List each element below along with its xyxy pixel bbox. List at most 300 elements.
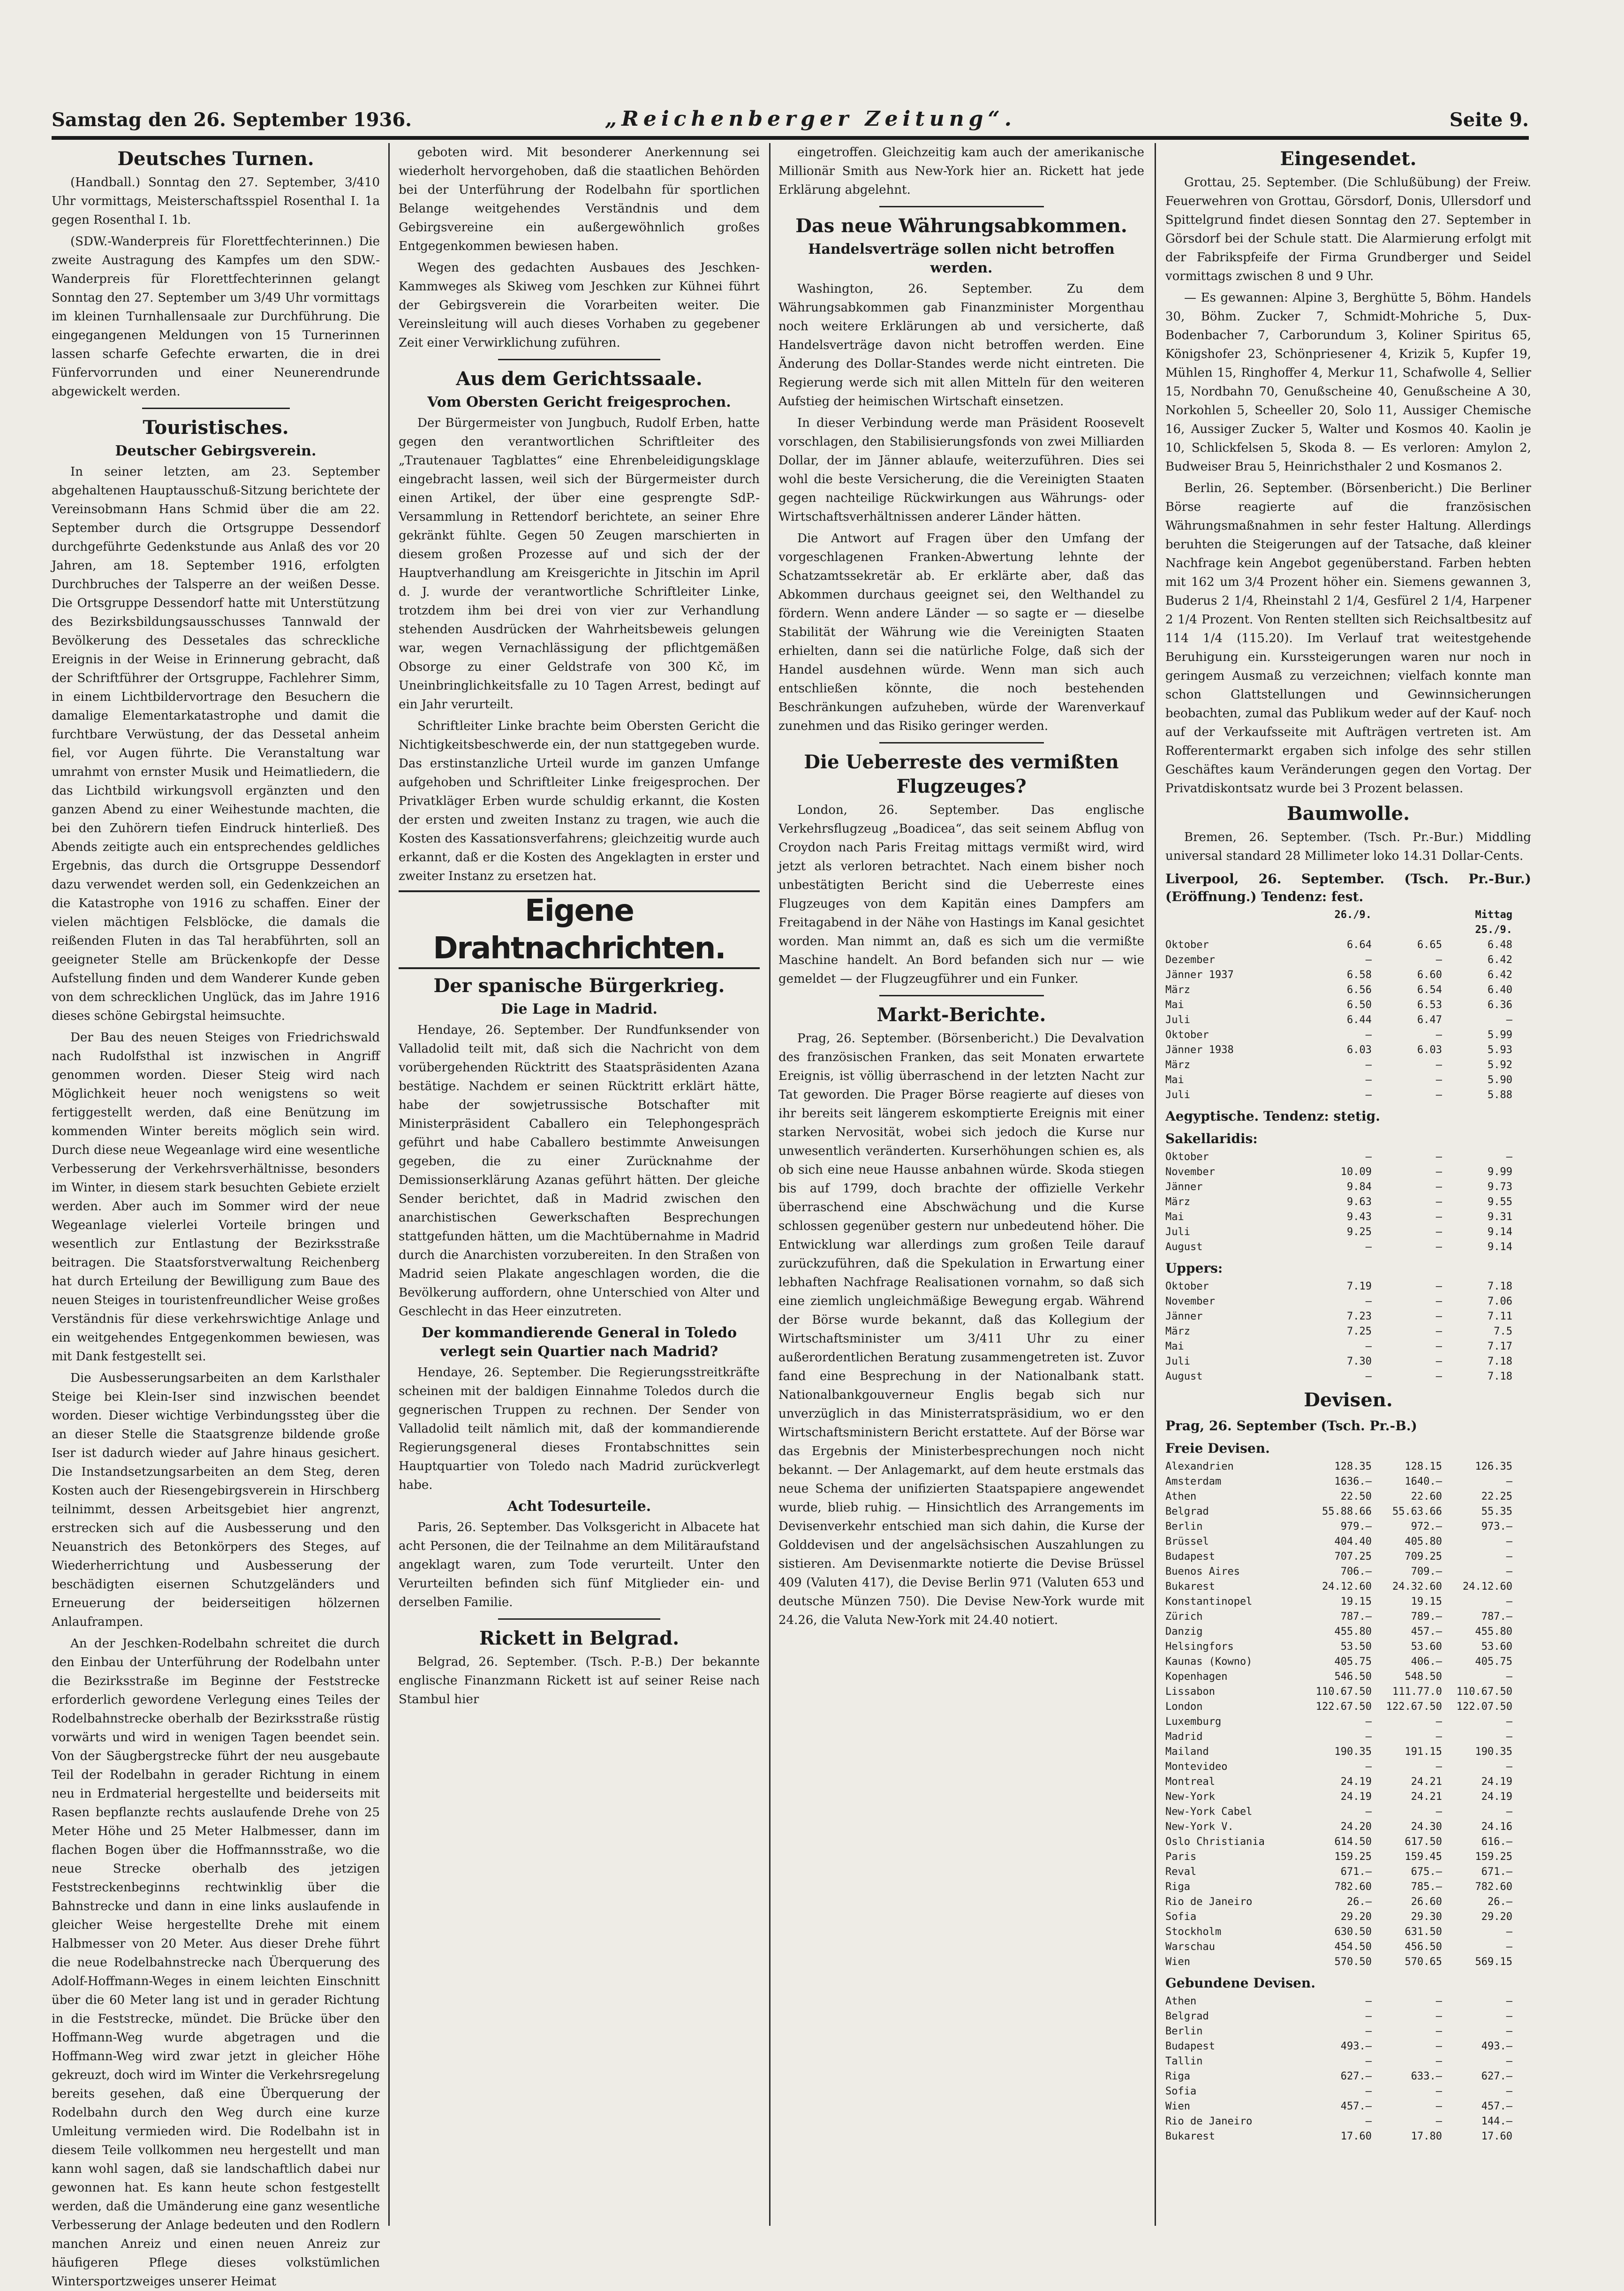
table-cell: 159.25	[1475, 1851, 1512, 1863]
section-rule	[879, 206, 1044, 207]
table-cell: 972.—	[1411, 1521, 1442, 1532]
table-cell: 454.50	[1334, 1941, 1372, 1953]
table-cell: Mai	[1165, 1211, 1184, 1223]
table-cell: —	[1506, 1731, 1512, 1743]
table-cell: —	[1365, 1089, 1372, 1101]
table-row	[1165, 1564, 1531, 1579]
table-cell: 457.—	[1481, 2101, 1512, 2112]
table-row	[1165, 1180, 1531, 1195]
table-cell: Mailand	[1165, 1746, 1209, 1758]
table-cell: —	[1435, 1326, 1442, 1337]
table-row	[1165, 1940, 1531, 1955]
table-cell: 979.—	[1340, 1521, 1372, 1532]
table-cell: März	[1165, 1196, 1190, 1208]
table-row	[1165, 1639, 1531, 1654]
table-row	[1165, 1210, 1531, 1225]
table-cell: —	[1435, 1074, 1442, 1086]
table-cell: Mittag 25./9.	[1475, 909, 1512, 936]
table-cell: 6.40	[1488, 984, 1512, 996]
table-cell: 455.80	[1334, 1626, 1372, 1638]
table-cell: 22.25	[1481, 1491, 1512, 1502]
article-paragraph: Der Bau des neuen Steiges von Friedrichswald nach Rudolfsthal ist inzwischen in Angriff genommen worden. Dieser Steig wird nach Möglichkeit heuer noch wenigstens so weit fertiggestellt werden, daß eine Benützung im kommenden Winter bereits möglich sein wird. Durch diese neue Wegeanlage wird eine wesentliche Verbesserung der Verkehrsverhältnisse, besonders im Winter, in diesem stark besuchten Gebiete erzielt werden. Aber auch im Sommer wird der neue Wegeanlage vielerlei Vorteile bringen und wesentlich zur Entlastung der Bezirksstraße beitragen. Die Staatsforstverwaltung Reichenberg hat durch Erteilung der Bewilligung zum Baue des neuen Steiges in touristenfreundlicher Weise großes Verständnis für diese verkehrswichtige Anlage und ein weitgehendes Entgegenkommen bewiesen, was mit Dank festgestellt sei.	[52, 1031, 380, 1364]
table-cell: Brüssel	[1165, 1536, 1209, 1548]
sakel-heading: Sakellaridis:	[1165, 1131, 1258, 1146]
table-cell: 1640.—	[1405, 1476, 1442, 1487]
table-row	[1165, 1165, 1531, 1180]
table-cell: März	[1165, 984, 1190, 996]
table-cell: —	[1435, 1806, 1442, 1818]
table-cell: 6.56	[1347, 984, 1372, 996]
table-cell: Athen	[1165, 1995, 1197, 2007]
turnen-paragraph: (Handball.) Sonntag den 27. September, 3/410 Uhr vormittags, Meisterschaftsspiel Rosenthal I. 1a gegen Rosenthal I. 1b.	[52, 175, 380, 227]
table-cell: 29.30	[1411, 1911, 1442, 1923]
table-row	[1165, 1279, 1531, 1294]
table-cell: Warschau	[1165, 1941, 1215, 1953]
table-cell: —	[1435, 1059, 1442, 1071]
upper-table	[1165, 1279, 1531, 1384]
table-cell: 144.—	[1481, 2116, 1512, 2127]
table-cell: —	[1365, 1029, 1372, 1041]
section-rule	[879, 995, 1044, 996]
table-cell: 191.15	[1405, 1746, 1442, 1758]
table-cell: 128.15	[1405, 1461, 1442, 1472]
table-cell: 6.48	[1488, 939, 1512, 951]
table-cell: —	[1435, 954, 1442, 966]
eingesendet-heading: Eingesendet.	[1280, 148, 1417, 170]
table-cell: —	[1365, 1341, 1372, 1352]
table-cell: 6.53	[1417, 999, 1442, 1011]
table-cell: März	[1165, 1059, 1190, 1071]
table-cell: 111.77.0	[1392, 1686, 1442, 1698]
table-cell: Rio de Janeiro	[1165, 2116, 1253, 2127]
table-cell: 787.—	[1481, 1611, 1512, 1623]
table-row	[1165, 1850, 1531, 1865]
table-cell: 7.11	[1488, 1311, 1512, 1322]
table-cell: —	[1506, 1941, 1512, 1953]
table-cell: 5.88	[1488, 1089, 1512, 1101]
table-cell: 7.30	[1347, 1356, 1372, 1367]
table-cell: —	[1435, 1166, 1442, 1178]
table-row	[1165, 1925, 1531, 1940]
table-cell: 7.5	[1494, 1326, 1512, 1337]
table-row	[1165, 968, 1531, 983]
table-cell: 6.42	[1488, 969, 1512, 981]
table-cell: Oktober	[1165, 1029, 1209, 1041]
table-cell	[1165, 908, 1301, 938]
table-cell: Mai	[1165, 1074, 1184, 1086]
table-cell: 159.45	[1405, 1851, 1442, 1863]
table-cell: —	[1365, 954, 1372, 966]
table-cell: Riga	[1165, 2071, 1190, 2082]
table-cell: 22.60	[1411, 1491, 1442, 1502]
table-cell: 6.64	[1347, 939, 1372, 951]
table-cell: Lissabon	[1165, 1686, 1215, 1698]
table-cell: —	[1435, 1089, 1442, 1101]
table-cell: 457.—	[1411, 1626, 1442, 1638]
table-cell: Jänner 1937	[1165, 969, 1234, 981]
table-cell: 671.—	[1340, 1866, 1372, 1878]
table-cell: 709.25	[1405, 1551, 1442, 1563]
table-row	[1165, 1195, 1531, 1210]
table-cell: 630.50	[1334, 1926, 1372, 1938]
article-paragraph: Der Bürgermeister von Jungbuch, Rudolf Erben, hatte gegen den verantwortlichen Schriftleiter des „Trautenauer Tagblattes“ eine Ehrenbeleidigungsklage eingebracht lassen, weil sich der Bürgermeister durch einen Artikel, der über eine gesprengte SdP.-Versammlung in Rettendorf berichtete, an seiner Ehre gekränkt fühlte. Gegen 50 Zeugen marschierten in diesem großen Prozesse auf und sich der der Hauptverhandlung am Kreisgerichte in Jitschin im April d. J. wurde der verantwortliche Schriftleiter Linke, trotzdem ihm bei drei von vier zur Verhandlung stehenden Ausdrücken der Wahrheitsbeweis gelungen war, wegen Vernachlässigung der pflichtgemäßen Obsorge zu einer Geldstrafe von 300 Kč, im Uneinbringlichkeitsfalle zu 10 Tagen Arrest, bedingt auf ein Jahr verurteilt.	[399, 416, 760, 712]
table-row	[1165, 1309, 1531, 1324]
article-paragraph: Wegen des gedachten Ausbaues des Jeschken-Kammweges als Skiweg vom Jeschken zur Kühnei führt der Gebirgsverein die Vorarbeiten weiter. Die Vereinsleitung will auch dieses Vorhaben zu gegebener Zeit einer Verwirklichung zuführen.	[399, 261, 760, 350]
section-rule	[879, 742, 1044, 743]
liverpool-table	[1165, 908, 1531, 1103]
table-cell: 9.84	[1347, 1181, 1372, 1193]
table-row	[1165, 1790, 1531, 1805]
table-cell: 110.67.50	[1456, 1686, 1512, 1698]
table-cell: 406.—	[1411, 1656, 1442, 1668]
table-cell: 405.75	[1475, 1656, 1512, 1668]
table-cell: 9.55	[1488, 1196, 1512, 1208]
table-cell: —	[1435, 1296, 1442, 1307]
table-cell: 55.35	[1481, 1506, 1512, 1517]
table-cell: —	[1435, 2101, 1442, 2112]
table-cell: Alexandrien	[1165, 1461, 1234, 1472]
table-cell: Budapest	[1165, 1551, 1215, 1563]
table-cell: —	[1506, 2025, 1512, 2037]
column-3	[778, 143, 1144, 2226]
table-cell: 5.99	[1488, 1029, 1512, 1041]
table-cell: 7.18	[1488, 1371, 1512, 1382]
table-cell: 24.19	[1481, 1791, 1512, 1803]
table-cell: Kopenhagen	[1165, 1671, 1228, 1683]
table-cell: New-York	[1165, 1791, 1215, 1803]
table-cell: 24.20	[1340, 1821, 1372, 1833]
table-cell: Montreal	[1165, 1776, 1215, 1788]
table-cell: —	[1435, 1356, 1442, 1367]
table-cell: Riga	[1165, 1881, 1190, 1893]
table-cell: Belgrad	[1165, 2010, 1209, 2022]
table-cell: 6.47	[1417, 1014, 1442, 1026]
table-cell: —	[1365, 1074, 1372, 1086]
table-cell: —	[1506, 1926, 1512, 1938]
table-cell: 9.99	[1488, 1166, 1512, 1178]
table-row	[1165, 1474, 1531, 1489]
table-cell: 24.12.60	[1322, 1581, 1372, 1593]
table-cell: 493.—	[1340, 2041, 1372, 2052]
table-cell: 17.60	[1340, 2131, 1372, 2142]
table-cell: —	[1435, 1029, 1442, 1041]
table-cell: —	[1365, 2010, 1372, 2022]
table-cell: 24.19	[1481, 1776, 1512, 1788]
turnen-paragraph: (SDW.-Wanderpreis für Florettfechterinnen.) Die zweite Austragung des Kampfes um den SDW.-Wanderpreis für Florettfechterinnen gelangt Sonntag den 27. September um 3/49 Uhr vormittags im kleinen Turnhallensaale zur Durchführung. Die eingegangenen Meldungen von 15 Turnerinnen lassen scharfe Gefechte erwarten, die in drei Fünfervorrunden und einer Neunerendrunde abgewickelt werden.	[52, 235, 380, 399]
column-4	[1165, 143, 1531, 2226]
table-cell: —	[1365, 1731, 1372, 1743]
table-row	[1165, 1073, 1531, 1088]
table-cell: August	[1165, 1241, 1203, 1253]
table-cell: 675.—	[1411, 1866, 1442, 1878]
table-cell: 671.—	[1481, 1866, 1512, 1878]
table-cell: —	[1365, 1716, 1372, 1728]
table-cell: 9.14	[1488, 1241, 1512, 1253]
table-cell: —	[1435, 1995, 1442, 2007]
table-cell: 122.67.50	[1386, 1701, 1442, 1713]
table-row	[1165, 1880, 1531, 1895]
table-row	[1165, 1835, 1531, 1850]
table-cell: —	[1506, 1476, 1512, 1487]
article-paragraph: Paris, 26. September. Das Volksgericht in Albacete hat acht Personen, die der Teilnahme an dem Militäraufstand angeklagt waren, zum Tode verurteilt. Unter den Verurteilten befinden sich fünf Mitglieder ein- und derselben Familie.	[399, 1520, 760, 1609]
table-cell: 627.—	[1481, 2071, 1512, 2082]
table-cell: —	[1435, 1371, 1442, 1382]
table-cell: —	[1365, 1059, 1372, 1071]
table-cell: 17.80	[1411, 2131, 1442, 2142]
table-cell: 24.16	[1481, 1821, 1512, 1833]
table-row	[1165, 953, 1531, 968]
table-cell: Oslo Christiania	[1165, 1836, 1265, 1848]
table-cell: —	[1365, 1371, 1372, 1382]
table-cell: 789.—	[1411, 1611, 1442, 1623]
table-row	[1165, 1043, 1531, 1058]
table-cell: 6.58	[1347, 969, 1372, 981]
article-paragraph: Grottau, 25. September. (Die Schlußübung) der Freiw. Feuerwehren von Grottau, Görsdorf, Donis, Ullersdorf und Spittelgrund findet diesen Sonntag den 27. September in Görsdorf bei der Schule statt. Die Alarmierung erfolgt mit der Fabrikspfeife der Firma Grundberger und Seidel vormittags zwischen 8 und 9 Uhr.	[1165, 175, 1531, 283]
table-cell: —	[1365, 1296, 1372, 1307]
table-cell: —	[1435, 1731, 1442, 1743]
devisen-table	[1165, 1459, 1531, 1970]
table-cell: Mai	[1165, 1341, 1184, 1352]
article-paragraph: An der Jeschken-Rodelbahn schreitet die durch den Einbau der Unterführung der Rodelbahn unter die Bezirksstraße im Beginne der Feststrecke erforderlich gewordene Verlegung eines Teiles der Rodelbahnstrecke oberhalb der Bezirksstraße rüstig vorwärts und wird in wenigen Tagen beendet sein. Von der Säugbergstrecke führt der neu ausgebaute Teil der Rodelbahn in gerader Richtung in einem neu in Erdmaterial hergestellte und beiderseits mit Rasen bepflanzte rechts auslaufende Drehe von 25 Meter Höhe und 25 Meter Halbmesser, dann im flachen Bogen über die Hoffmannsstraße, wo die neue Strecke oberhalb des jetzigen Feststreckenbeginns rechtwinklig über die Bahnstrecke und dann in eine links auslaufende in gleicher Weise hergestellte Drehe mit einem Halbmesser von 20 Meter. Aus dieser Drehe führt die neue Rodelbahnstrecke nach Überquerung des Adolf-Hoffmann-Weges in einem leichten Einschnitt über die 60 Meter lang ist und in gerader Richtung in die Feststrecke, mündet. Die Brücke über den Hoffmann-Weg wurde abgetragen und die Hoffmann-Weg wird zwar jetzt in gleicher Höhe gekreuzt, doch wird im Winter die Verkehrsregelung bereits gesehen, daß eine Überquerung der Rodelbahn durch den Weg durch eine kurze Umleitung vermieden wird. Die Rodelbahn ist in diesem Teile vollkommen neu hergestellt und man kann wohl sagen, daß sie landschaftlich dabei nur gewonnen hat. Es kann heute schon festgestellt werden, daß die Umänderung eine ganz wesentliche Verbesserung der Anlage bedeuten und den Rodlern manchen Anreiz und einen neuen Anreiz zur häufigeren Pflege dieses volkstümlichen Wintersportzweiges unserer Heimat	[52, 1637, 380, 2289]
waehrung-subheading: Handelsverträge sollen nicht betroffen werden.	[808, 241, 1115, 276]
table-cell: 6.65	[1417, 939, 1442, 951]
table-cell: 9.31	[1488, 1211, 1512, 1223]
article-paragraph: Hendaye, 26. September. Der Rundfunksender von Valladolid teilt mit, daß sich die Nachricht von dem vorübergehenden Rücktritt des Staatspräsidenten Azana bestätige. Nachdem er seinen Rücktritt erklärt hätte, habe der sowjetrussische Botschafter mit Ministerpräsident Caballero ein Telephongespräch geführt und habe Caballero bestimmte Anweisungen gegeben, die zu einer Zurücknahme der Demissionserklärung Azanas geführt hätten. Der gleiche Sender berichtet, daß in Madrid zwischen den anarchistischen Gewerkschaften Besprechungen stattgefunden hätten, um die Machtübernahme in Madrid durch die Anarchisten vorzubereiten. In den Straßen von Madrid seien Plakate angeschlagen worden, die die Bevölkerung auffordern, ohne Unterschied von Alter und Geschlecht in das Heer einzutreten.	[399, 1023, 760, 1319]
table-cell: 53.50	[1340, 1641, 1372, 1653]
table-cell: Montevideo	[1165, 1761, 1228, 1773]
table-cell: —	[1435, 2116, 1442, 2127]
drahtnachrichten-heading: Eigene Drahtnachrichten.	[399, 890, 760, 969]
table-cell: 9.14	[1488, 1226, 1512, 1238]
table-cell: 6.42	[1488, 954, 1512, 966]
table-cell: 29.20	[1340, 1911, 1372, 1923]
table-row	[1165, 1519, 1531, 1534]
table-cell: —	[1365, 1151, 1372, 1163]
table-cell: —	[1435, 1226, 1442, 1238]
table-cell: 6.50	[1347, 999, 1372, 1011]
madrid-subheading: Die Lage in Madrid.	[501, 1001, 657, 1017]
table-cell: 6.03	[1417, 1044, 1442, 1056]
table-row	[1165, 1684, 1531, 1699]
table-cell: 19.15	[1340, 1596, 1372, 1608]
table-row	[1165, 1225, 1531, 1240]
table-row	[1165, 908, 1531, 938]
section-rule	[142, 408, 290, 409]
table-row	[1165, 2114, 1531, 2129]
table-row	[1165, 1624, 1531, 1639]
article-paragraph: Die Antwort auf Fragen über den Umfang der vorgeschlagenen Franken-Abwertung lehnte der Schatzamtssekretär ab. Er erklärte aber, daß das Abkommen durchaus geeignet sei, den Welthandel zu fördern. Wenn andere Länder — so sagte er — dieselbe Stabilität der Währung wie die Vereinigten Staaten erhielten, dann sei die natürliche Folge, daß sich der Handel ausdehnen würde. Wenn man sich auch entschließen könnte, die noch bestehenden Beschränkungen aufzuheben, würde der Warenverkauf zunehmen und das Risiko geringer werden.	[778, 531, 1144, 733]
table-cell: März	[1165, 1326, 1190, 1337]
table-cell: 6.54	[1417, 984, 1442, 996]
liverpool-heading: Liverpool, 26. September. (Tsch. Pr.-Bur.) (Eröffnung.) Tendenz: fest.	[1165, 871, 1531, 904]
table-row	[1165, 1760, 1531, 1775]
table-cell: 7.25	[1347, 1326, 1372, 1337]
table-cell: —	[1506, 1014, 1512, 1026]
table-row	[1165, 2129, 1531, 2144]
table-row	[1165, 2039, 1531, 2054]
article-paragraph: Prag, 26. September. (Börsenbericht.) Die Devalvation des französischen Franken, das seit Monaten erwartete Ereignis, ist völlig überraschend in der letzten Nacht zur Tat geworden. Die Prager Börse reagierte auf dieses von ihr bereits seit längerem eskomptierte Ereignis mit einer starken Nervosität, wobei sich jedoch die Kurse nur unwesentlich veränderten. Kurserhöhungen schien es, als ob sich eine neue Hausse anbahnen würde. Skoda stiegen bis auf 1799, doch brachte der offizielle Verkehr überraschend eine Abschwächung und die Kurse schlossen gegenüber gestern nur unbedeutend höher. Die Entwicklung war allerdings zum großen Teile darauf zurückzuführen, daß die Spekulation in Erwartung einer lebhaften Nachfrage Realisationen vornahm, so daß sich eine ziemlich ungleichmäßige Bewegung ergab. Während der Börse wurde bekannt, daß das Kollegium der Wirtschaftsminister um 3/411 Uhr zu einer außerordentlichen Beratung zusammengetreten ist. Zuvor fand eine Besprechung in der Nationalbank statt. Nationalbankgouverneur Englis begab sich nur unverzüglich in das Ministerratspräsidium, wo er den Wirtschaftsministern Bericht erstattete. Auf der Börse war das Ergebnis der Ministerbesprechungen noch nicht bekannt. — Der Anlagemarkt, auf dem heute erstmals das neue Schema der unifizierten Staatspapiere angewendet wurde, blieb ruhig. — Hinsichtlich des Arrangements im Devisenverkehr entschied man sich dahin, die Kurse der Golddevisen und der angelsächsischen Auszahlungen zu sistieren. Am Devisenmarkte notierte die Devise Brüssel 409 (Valuten 417), die Devise Berlin 971 (Valuten 653 und deutsche Münzen 750). Die Devise New-York wurde mit 24.26, die Valuta New-York mit 24.40 notiert.	[778, 1032, 1144, 1627]
table-cell: —	[1435, 1151, 1442, 1163]
rickett-heading: Rickett in Belgrad.	[479, 1627, 680, 1649]
table-cell: Luxemburg	[1165, 1716, 1222, 1728]
todesurteile-subheading: Acht Todesurteile.	[507, 1498, 651, 1515]
table-row	[1165, 1579, 1531, 1594]
table-row	[1165, 1895, 1531, 1910]
gebirgsverein-subheading: Deutscher Gebirgsverein.	[115, 443, 317, 459]
table-cell: 7.17	[1488, 1341, 1512, 1352]
table-cell: 5.93	[1488, 1044, 1512, 1056]
table-cell: Oktober	[1165, 1151, 1209, 1163]
column-divider	[769, 143, 770, 2226]
article-paragraph: London, 26. September. Das englische Verkehrsflugzeug „Boadicea“, das seit seinem Abflug von Croydon nach Paris Freitag mittags vermißt wird, wird jetzt als verloren betrachtet. Nach einem bisher noch unbestätigten Bericht sind die Ueberreste eines Flugzeuges von dem Kapitän eines Dampfers am Freitagabend in der Nähe von Hastings im Kanal gesichtet worden. Man nimmt an, daß es sich um die vermißte Maschine handelt. An Bord befanden sich nur — wie gemeldet — der Flugzeugführer und ein Funker.	[778, 803, 1144, 986]
header-rule	[52, 136, 1529, 140]
table-row	[1165, 1150, 1531, 1165]
baumwolle-heading: Baumwolle.	[1286, 803, 1410, 825]
article-paragraph: Die Ausbesserungsarbeiten an dem Karlsthaler Steige bei Klein-Iser sind inzwischen beendet worden. Dieser wichtige Verbindungssteg über die an dieser Stelle die Staatsgrenze bildende große Iser ist dadurch wieder auf Jahre hinaus gesichert. Die Instandsetzungsarbeiten an dem Steg, deren Kosten auch der Riesengebirgsverein in Hirschberg teilnimmt, dessen Arbeitsgebiet hier angrenzt, erstrecken sich auf die Ausbesserung und den Neuanstrich des Betonkörpers des Steges, auf Wiederherrichtung und Ausbesserung der beschädigten eisernen Schutzgeländers und Erneuerung der beiderseitigen hölzernen Anlauframpen.	[52, 1371, 380, 1629]
table-cell: Buenos Aires	[1165, 1566, 1240, 1578]
header-paper-title: „Reichenberger Zeitung“.	[605, 107, 1017, 131]
table-row	[1165, 1369, 1531, 1384]
table-cell: —	[1506, 1761, 1512, 1773]
upper-heading: Uppers:	[1165, 1260, 1223, 1276]
table-cell: 190.35	[1334, 1746, 1372, 1758]
table-cell: 24.19	[1340, 1791, 1372, 1803]
table-cell: Athen	[1165, 1491, 1197, 1502]
table-cell: Bukarest	[1165, 1581, 1215, 1593]
table-row	[1165, 983, 1531, 998]
table-cell: London	[1165, 1701, 1203, 1713]
table-cell: Zürich	[1165, 1611, 1203, 1623]
table-cell: 706.—	[1340, 1566, 1372, 1578]
table-cell: 569.15	[1475, 1956, 1512, 1968]
table-row	[1165, 1955, 1531, 1970]
table-cell: Dezember	[1165, 954, 1215, 966]
table-row	[1165, 998, 1531, 1013]
freie-devisen-heading: Freie Devisen.	[1165, 1441, 1270, 1456]
table-cell: 973.—	[1481, 1521, 1512, 1532]
table-cell: —	[1435, 1196, 1442, 1208]
table-cell: Konstantinopel	[1165, 1596, 1253, 1608]
table-cell: Berlin	[1165, 2025, 1203, 2037]
table-cell: —	[1365, 2025, 1372, 2037]
table-cell: Reval	[1165, 1866, 1197, 1878]
toledo-subheading: Der kommandierende General in Toledo verlegt sein Quartier nach Madrid?	[421, 1325, 737, 1360]
table-row	[1165, 1549, 1531, 1564]
table-cell: 787.—	[1340, 1611, 1372, 1623]
table-row	[1165, 1699, 1531, 1714]
table-cell: 126.35	[1475, 1461, 1512, 1472]
table-cell: —	[1365, 1806, 1372, 1818]
table-cell: 570.65	[1405, 1956, 1442, 1968]
table-cell: 24.19	[1340, 1776, 1372, 1788]
table-cell: —	[1365, 1761, 1372, 1773]
table-cell: 405.80	[1405, 1536, 1442, 1548]
table-cell: 9.73	[1488, 1181, 1512, 1193]
table-cell: —	[1506, 1995, 1512, 2007]
column-divider	[388, 143, 390, 2226]
table-cell: 7.18	[1488, 1356, 1512, 1367]
table-cell: —	[1506, 1536, 1512, 1548]
table-cell: November	[1165, 1296, 1215, 1307]
table-cell: —	[1365, 1241, 1372, 1253]
table-cell: Mai	[1165, 999, 1184, 1011]
table-cell: 404.40	[1334, 1536, 1372, 1548]
table-cell: 17.60	[1481, 2131, 1512, 2142]
table-row	[1165, 1028, 1531, 1043]
sakel-table	[1165, 1150, 1531, 1255]
table-cell: Oktober	[1165, 1281, 1209, 1292]
table-cell: —	[1506, 2010, 1512, 2022]
gericht-heading: Aus dem Gerichtssaale.	[456, 368, 702, 390]
table-cell: —	[1435, 1241, 1442, 1253]
column-divider	[1155, 143, 1156, 2226]
table-cell: 1636.—	[1334, 1476, 1372, 1487]
article-paragraph: Bremen, 26. September. (Tsch. Pr.-Bur.) Middling universal standard 28 Millimeter loko 14.31 Dollar-Cents.	[1165, 830, 1531, 863]
table-cell: New-York V.	[1165, 1821, 1234, 1833]
table-cell: Jänner	[1165, 1311, 1203, 1322]
gebunden-heading: Gebundene Devisen.	[1165, 1975, 1316, 1991]
table-cell: Juli	[1165, 1356, 1190, 1367]
table-row	[1165, 1865, 1531, 1880]
table-cell: —	[1506, 2056, 1512, 2067]
table-cell: 110.67.50	[1315, 1686, 1372, 1698]
table-cell: Wien	[1165, 2101, 1190, 2112]
table-cell: —	[1506, 1671, 1512, 1683]
table-row	[1165, 1745, 1531, 1760]
table-cell: 405.75	[1334, 1656, 1372, 1668]
table-cell: Belgrad	[1165, 1506, 1209, 1517]
table-cell: —	[1365, 1995, 1372, 2007]
table-cell: 26.—	[1488, 1896, 1512, 1908]
table-row	[1165, 1730, 1531, 1745]
table-row	[1165, 938, 1531, 953]
table-row	[1165, 1820, 1531, 1835]
table-row	[1165, 1088, 1531, 1103]
page-header	[52, 104, 1529, 137]
table-cell: 627.—	[1340, 2071, 1372, 2082]
table-cell: Helsingfors	[1165, 1641, 1234, 1653]
table-cell: Juli	[1165, 1089, 1190, 1101]
table-cell: 55.88.66	[1322, 1506, 1372, 1517]
header-date: Samstag den 26. September 1936.	[52, 109, 412, 131]
devisen-heading: Devisen.	[1304, 1389, 1393, 1411]
table-cell: 10.09	[1340, 1166, 1372, 1178]
turnen-heading: Deutsches Turnen.	[117, 148, 314, 170]
buergerkrieg-heading: Der spanische Bürgerkrieg.	[433, 975, 725, 997]
table-cell: Tallin	[1165, 2056, 1203, 2067]
table-row	[1165, 1669, 1531, 1684]
table-cell: 5.90	[1488, 1074, 1512, 1086]
table-cell: 26.—	[1347, 1896, 1372, 1908]
section-rule	[498, 1618, 661, 1620]
table-cell: Wien	[1165, 1956, 1190, 1968]
table-row	[1165, 2024, 1531, 2039]
table-cell: —	[1435, 1181, 1442, 1193]
table-cell: 22.50	[1340, 1491, 1372, 1502]
article-paragraph: Hendaye, 26. September. Die Regierungsstreitkräfte scheinen mit der baldigen Einnahme Toledos durch die gegnerischen Truppen zu rechnen. Der Sender von Valladolid teilt nämlich mit, daß der kommandierende Regierungsgeneral dieses Frontabschnittes sein Hauptquartier von Toledo nach Madrid zurückverlegt habe.	[399, 1365, 760, 1492]
table-cell: 53.60	[1411, 1641, 1442, 1653]
table-cell: —	[1435, 1341, 1442, 1352]
table-cell: 7.18	[1488, 1281, 1512, 1292]
table-row	[1165, 1324, 1531, 1339]
table-cell: Oktober	[1165, 939, 1209, 951]
gebunden-table	[1165, 1994, 1531, 2144]
table-row	[1165, 1594, 1531, 1609]
aegypt-heading: Aegyptische. Tendenz: stetig.	[1165, 1108, 1380, 1124]
table-row	[1165, 1775, 1531, 1790]
table-cell: 128.35	[1334, 1461, 1372, 1472]
table-cell: 9.25	[1347, 1226, 1372, 1238]
